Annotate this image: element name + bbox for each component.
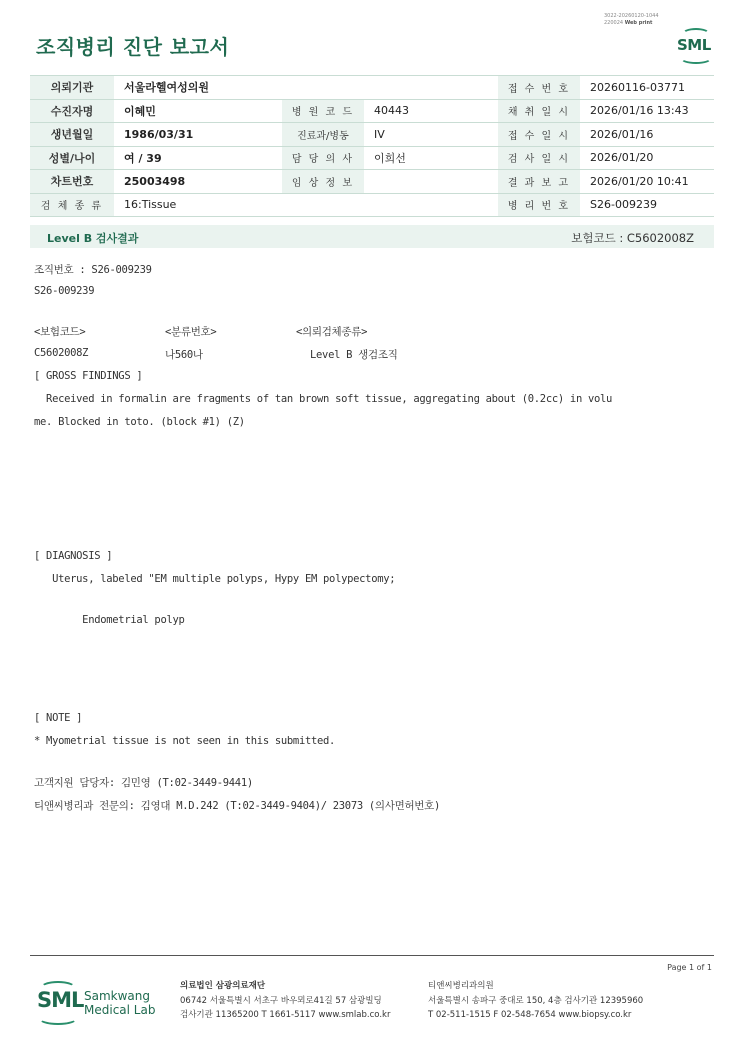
gross-findings-title: [ GROSS FINDINGS ]	[34, 370, 143, 382]
gross-findings-line: me. Blocked in toto. (block #1) (Z)	[34, 416, 245, 428]
info-value: S26-009239	[580, 193, 714, 217]
info-value: 이혜민	[114, 99, 282, 123]
page-title: 조직병리 진단 보고서	[36, 35, 230, 59]
info-value: 2026/01/20 10:41	[580, 170, 714, 194]
info-label: 검 체 종 류	[30, 193, 114, 217]
table-row	[30, 76, 714, 100]
sml-logo: SML	[676, 28, 716, 64]
table-row	[30, 170, 714, 194]
info-label: 의뢰기관	[30, 76, 114, 100]
info-label: 임 상 정 보	[282, 170, 364, 194]
footer-org-samkwang: 의료법인 삼광의료재단 06742 서울특별시 서초구 바우뫼로41길 57 삼광빌딩 검사기관 11365200 T 1661-5117 www.smlab.co.kr	[180, 981, 391, 1020]
table-row	[30, 146, 714, 170]
value-insurance-code: C5602008Z	[34, 347, 89, 359]
page-number: Page 1 of 1	[667, 963, 712, 972]
pathologist-info: 티앤씨병리과 전문의: 김영대 M.D.242 (T:02-3449-9404)/ 23073 (의사면허번호)	[34, 800, 440, 812]
header-specimen-type: <의뢰검체종류>	[296, 326, 368, 338]
insurance-code: 보험코드 : C5602008Z	[571, 231, 694, 245]
info-label: 수진자명	[30, 99, 114, 123]
info-label: 접 수 번 호	[498, 76, 580, 100]
info-label: 성별/나이	[30, 146, 114, 170]
note-title: [ NOTE ]	[34, 712, 83, 724]
info-label: 생년월일	[30, 123, 114, 147]
value-class-number: 나560나	[165, 349, 203, 361]
info-label: 병 원 코 드	[282, 99, 364, 123]
gross-findings-line: Received in formalin are fragments of tan brown soft tissue, aggregating about (0.2cc) in volu	[34, 393, 613, 405]
info-value: 25003498	[114, 170, 282, 194]
info-value: 2026/01/16	[580, 123, 714, 147]
note-line: * Myometrial tissue is not seen in this submitted.	[34, 735, 336, 747]
info-label: 병 리 번 호	[498, 193, 580, 217]
brand-name: Samkwang Medical Lab	[84, 989, 156, 1017]
info-value: 2026/01/16 13:43	[580, 99, 714, 123]
diagnosis-line: Uterus, labeled "EM multiple polyps, Hypy EM polypectomy;	[34, 573, 396, 585]
info-value: 이희선	[364, 146, 498, 170]
table-row	[30, 99, 714, 123]
table-row	[30, 123, 714, 147]
info-value: 20260116-03771	[580, 76, 714, 100]
value-specimen-type: Level B 생검조직	[310, 349, 398, 361]
footer-org-tnc: 티앤씨병리과의원 서울특별시 송파구 중대로 150, 4층 검사기관 12395960 T 02-511-1515 F 02-548-7654 www.biopsy.co.kr	[428, 981, 644, 1020]
info-label: 채 취 일 시	[498, 99, 580, 123]
customer-support-contact: 고객지원 담당자: 김민영 (T:02-3449-9441)	[34, 777, 253, 789]
sml-footer-logo: SML Samkwang Medical Lab	[36, 981, 176, 1027]
info-value: 2026/01/20	[580, 146, 714, 170]
info-value: 40443	[364, 99, 498, 123]
document-code: 3022-20260120-1044 220024 Web print	[604, 13, 659, 26]
info-label: 접 수 일 시	[498, 123, 580, 147]
info-value: IV	[364, 123, 498, 147]
info-value: 서울라헬여성의원	[114, 76, 498, 100]
footer-divider	[30, 955, 714, 956]
diagnosis-result: Endometrial polyp	[34, 614, 185, 626]
info-value: 16:Tissue	[114, 193, 498, 217]
info-label: 검 사 일 시	[498, 146, 580, 170]
info-value: 1986/03/31	[114, 123, 282, 147]
info-value	[364, 170, 498, 194]
info-value: 여 / 39	[114, 146, 282, 170]
header-insurance-code: <보험코드>	[34, 326, 86, 338]
tissue-number: 조직번호 : S26-009239	[34, 264, 152, 276]
info-label: 진료과/병동	[282, 123, 364, 147]
level-title: Level B 검사결과	[47, 232, 139, 245]
tissue-number-repeat: S26-009239	[34, 285, 95, 297]
header-class-number: <분류번호>	[165, 326, 217, 338]
info-label: 담 당 의 사	[282, 146, 364, 170]
diagnosis-title: [ DIAGNOSIS ]	[34, 550, 113, 562]
patient-info-table	[30, 75, 714, 217]
table-row	[30, 193, 714, 217]
info-label: 결 과 보 고	[498, 170, 580, 194]
level-result-header	[30, 225, 714, 248]
info-label: 차트번호	[30, 170, 114, 194]
